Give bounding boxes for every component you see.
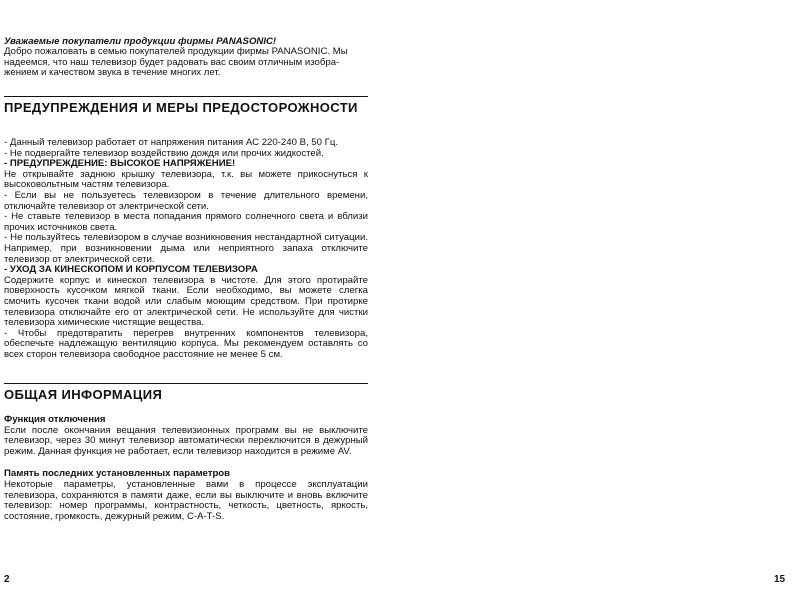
warning-liquid: - Не подвергайте телевизор воздействию дождя или прочих жидкостей. xyxy=(4,147,324,159)
general-body xyxy=(4,415,368,522)
care-text: Содержите корпус и кинескоп телевизора в чистоте. Для этого протирайте поверхность кусочком мягкой ткани. Если необходимо, вы можете слегка смочить кусочек ткани водой или слабым моющим средством. При протирке телевизора отключайте его от электрической сети. Не используйте для чистки телевизора химические чистящие вещества. xyxy=(4,274,368,329)
page-number-right: 15 xyxy=(774,574,786,585)
warning-unplug: - Если вы не пользуетесь телевизором в течение длительного времени, отключайте телевизор от электрической сети. xyxy=(4,189,368,212)
intro-title: Уважаемые покупатели продукции фирмы PANASONIC! xyxy=(4,36,277,47)
auto-off-title: Функция отключения xyxy=(4,414,106,425)
warning-sunlight: - Не ставьте телевизор в места попадания прямого солнечного света и вблизи прочих источников света. xyxy=(4,211,368,233)
warnings-section-header xyxy=(4,96,368,115)
memory-text: Некоторые параметры, установленные вами в процессе эксплуатации телевизора, сохраняются в памяти даже, если вы выключите и вновь включите телевизор: номер программы, контрастность, четкость, цветность, яркость, состояние, громкость, дежурный режим, C-A-T-S. xyxy=(4,478,368,522)
warning-abnormal: - Не пользуйтесь телевизором в случае возникновения нестандартной ситуации. Например, при возникновении дыма или неприятного запаха отключите телевизор от электрической сети. xyxy=(4,232,368,265)
general-section-header xyxy=(4,383,368,402)
ventilation-text: - Чтобы предотвратить перегрев внутренних компонентов телевизора, обеспечьте надлежащую вентиляцию корпуса. Мы рекомендуем оставлять со всех сторон телевизора свободное расстояние не менее 5 см. xyxy=(4,327,368,360)
auto-off-text: Если после окончания вещания телевизионных программ вы не выключите телевизор, через 30 минут телевизор автоматически переключится в дежурный режим. Данная функция не работает, если телевизор находится в режиме AV. xyxy=(4,424,368,457)
warning-high-voltage-title: - ПРЕДУПРЕЖДЕНИЕ: ВЫСОКОЕ НАПРЯЖЕНИЕ! xyxy=(4,158,236,170)
general-heading: ОБЩАЯ ИНФОРМАЦИЯ xyxy=(4,387,163,402)
warning-back-cover: Не открывайте заднюю крышку телевизора, т.к. вы можете прикоснуться к высоковольтным частям телевизора. xyxy=(4,168,368,191)
warnings-heading: ПРЕДУПРЕЖДЕНИЯ И МЕРЫ ПРЕДОСТОРОЖНОСТИ xyxy=(4,100,358,115)
warnings-body xyxy=(4,138,368,360)
warning-voltage: - Данный телевизор работает от напряжения питания АС 220-240 В, 50 Гц. xyxy=(4,137,338,148)
intro-line: жением и качеством звука в течение многих лет. xyxy=(4,67,221,79)
memory-title: Память последних установленных параметров xyxy=(4,468,231,480)
care-title: - УХОД ЗА КИНЕСКОПОМ И КОРПУСОМ ТЕЛЕВИЗОРА xyxy=(4,264,258,276)
intro-block xyxy=(4,36,368,79)
page-number-left: 2 xyxy=(4,574,10,585)
intro-line: Добро пожаловать в семью покупателей продукции фирмы PANASONIC. Мы xyxy=(4,46,348,57)
intro-line: надеемся, что наш телевизор будет радовать вас своим отличным изобра- xyxy=(4,56,340,68)
